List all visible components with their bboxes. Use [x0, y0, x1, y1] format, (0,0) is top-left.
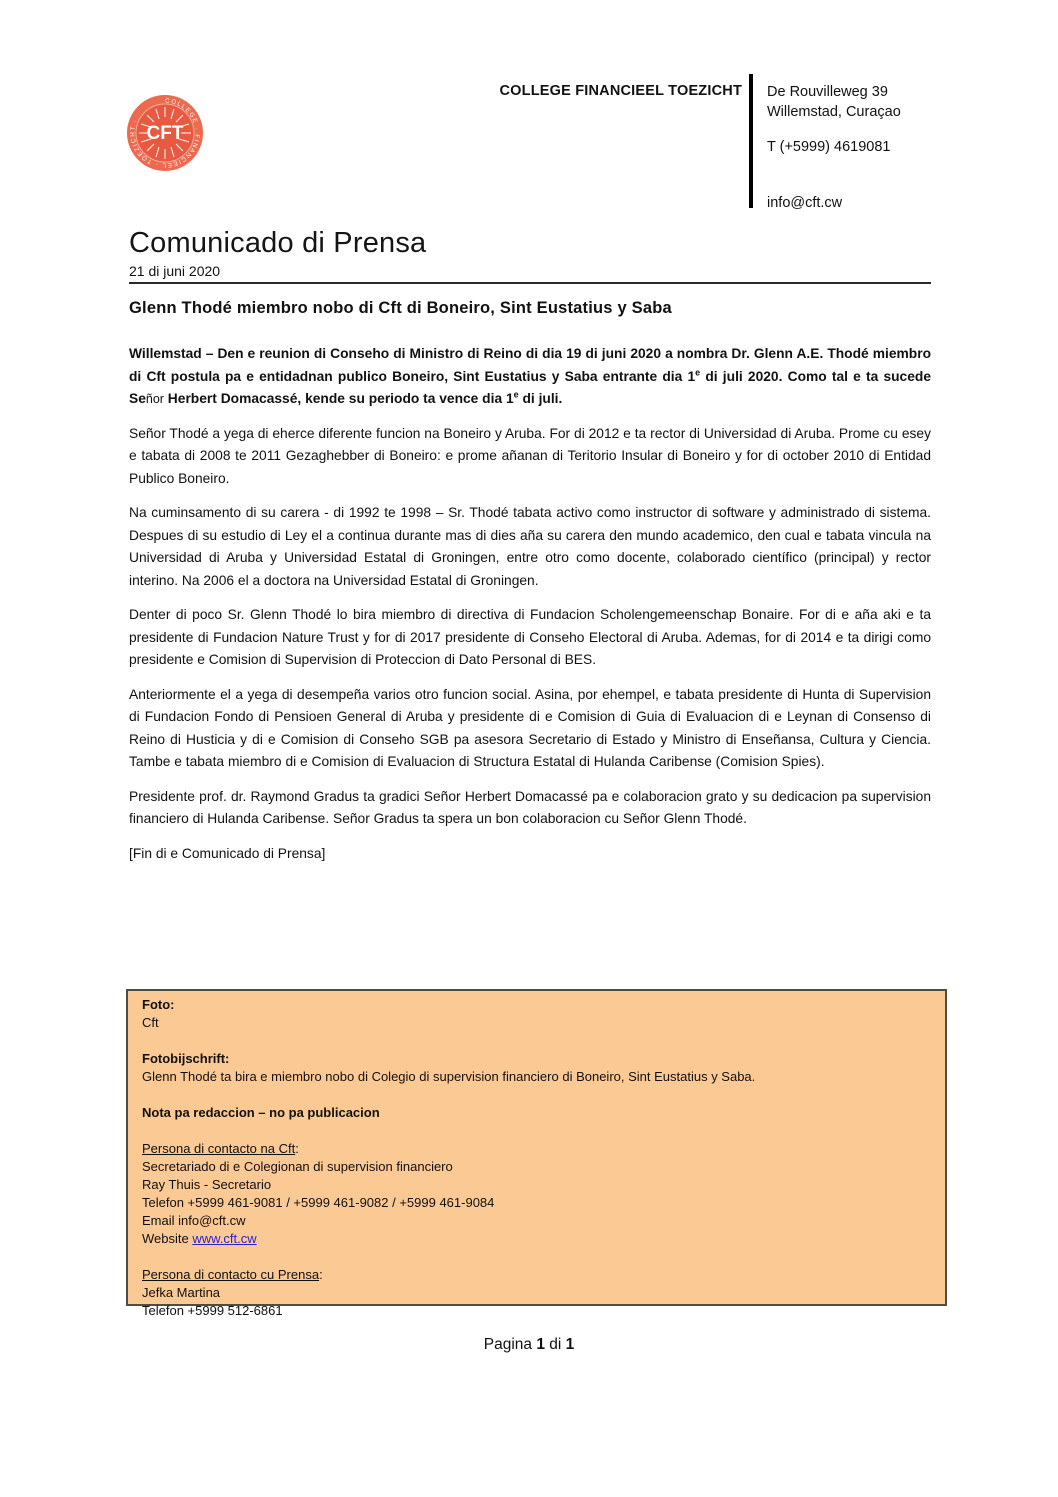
email-label: Email	[142, 1213, 179, 1228]
paragraph: Denter di poco Sr. Glenn Thodé lo bira miembro di directiva di Fundacion Scholengemeenschap Bonaire. For di e aña aki e ta presidente di Fundacion Nature Trust y for di 2017 presidente di Conseho Electoral di Aruba. Ademas, for di 2014 e ta dirigi como presidente e Comision di Supervision di Proteccion di Dato Personal di BES.	[129, 607, 931, 667]
spacer	[142, 1086, 931, 1104]
spacer	[142, 1032, 931, 1050]
header-contact-block	[767, 82, 901, 213]
contact-press-line: Jefka Martina	[142, 1285, 221, 1300]
email-line: info@cft.cw	[767, 195, 843, 211]
contact-cft-email-line	[142, 1212, 931, 1230]
footer-word-page: Pagina	[483, 1336, 537, 1353]
address-line1: De Rouvilleweg 39	[767, 84, 888, 100]
header-divider	[749, 74, 753, 208]
title-block	[129, 227, 931, 284]
closing-line: [Fin di e Comunicado di Prensa]	[129, 845, 326, 861]
contact-press-heading-text: Persona di contacto cu Prensa	[142, 1267, 320, 1282]
email-value: info@cft.cw	[178, 1213, 246, 1228]
contact-press-heading-colon: :	[319, 1267, 323, 1282]
editor-note-box	[126, 989, 947, 1318]
footer-total-pages: 1	[565, 1336, 575, 1353]
headline: Glenn Thodé miembro nobo di Cft di Boneiro, Sint Eustatius y Saba	[129, 299, 672, 317]
contact-press-line: Telefon +5999 512-6861	[142, 1303, 283, 1318]
org-name: COLLEGE FINANCIEEL TOEZICHT	[499, 83, 742, 99]
page-footer	[0, 1336, 1058, 1354]
lead-seg1: Willemstad – Den e reunion di Conseho di Ministro di Reino di dia 19 di juni 2020 a nombra Dr. Glenn A.E. Thodé miembro di Cft postula pa e entidadnan publico Boneiro, Sint Eustatius y Saba entrante dia 1	[129, 346, 931, 384]
lead-seg2: di juli 2020. Como tal e ta sucede Se	[129, 368, 931, 406]
page-title: Comunicado di Prensa	[129, 227, 427, 259]
website-link[interactable]: www.cft.cw	[192, 1231, 257, 1246]
caption-label: Fotobijschrift:	[142, 1051, 230, 1066]
contact-press-heading	[142, 1266, 931, 1284]
lead-seg3: ñor	[145, 392, 164, 406]
document-body	[129, 343, 931, 877]
paragraph: Anteriormente el a yega di desempeña varios otro funcion social. Asina, por ehempel, e tabata presidente di Hunta di Supervision di Fundacion Fondo di Pensioen General di Aruba y presidente di e Comision di Guia di Evaluacion di e Leynan di Consenso di Reino di Husticia y di e Comision di Conseho SGB pa asesora Secretario di Estado y Ministro di Enseñansa, Cultura y Ciencia. Tambe e tabata miembro di e Comision di Evaluacion di Structura Estatal di Hulanda Caribense (Comision Spies).	[129, 686, 931, 769]
contact-cft-heading-text: Persona di contacto na Cft	[142, 1141, 296, 1156]
contact-cft-heading-colon: :	[295, 1141, 299, 1156]
contact-cft-heading	[142, 1140, 931, 1158]
lead-superscript-1: e	[695, 366, 701, 377]
document-date: 21 di juni 2020	[129, 263, 221, 279]
logo-cft-text: CFT	[146, 123, 184, 144]
nota-heading: Nota pa redaccion – no pa publicacion	[142, 1105, 380, 1120]
lead-seg4: Herbert Domacassé, kende su periodo ta vence dia 1	[163, 391, 514, 406]
contact-cft-line: Secretariado di e Colegionan di supervision financiero	[142, 1159, 453, 1174]
footer-page-number: 1	[536, 1336, 545, 1353]
foto-value: Cft	[142, 1015, 159, 1030]
logo-ring-text: COLLEGE · FINANCIEEL · TOEZICHT ·	[129, 97, 201, 169]
address-line2: Willemstad, Curaçao	[767, 104, 901, 120]
lead-paragraph	[129, 343, 931, 411]
caption-value: Glenn Thodé ta bira e miembro nobo di Colegio di supervision financiero di Boneiro, Sint Eustatius y Saba.	[142, 1069, 756, 1084]
spacer	[142, 1122, 931, 1140]
paragraph: Na cuminsamento di su carera - di 1992 te 1998 – Sr. Thodé tabata activo como instructor di software y administrado di sistema. Despues di su estudio di Ley el a continua durante mas di dies aña su carera den mundo academico, den cual e tabata vincula na Universidad di Aruba y Universidad Estatal di Groningen, entre otro como docente, colaborado científico (principal) y rector interino. Na 2006 el a doctora na Universidad Estatal di Groningen.	[129, 505, 931, 588]
contact-cft-line: Telefon +5999 461-9081 / +5999 461-9082 / +5999 461-9084	[142, 1195, 495, 1210]
lead-seg5: di juli.	[518, 391, 563, 406]
paragraph: Presidente prof. dr. Raymond Gradus ta gradici Señor Herbert Domacassé pa e colaboracion grato y su dedicacion pa supervision financiero di Hulanda Caribense. Señor Gradus ta spera un bon colaboracion cu Señor Glenn Thodé.	[129, 788, 931, 826]
contact-cft-website-line	[142, 1230, 931, 1248]
lead-superscript-2: e	[513, 389, 519, 400]
cft-logo	[125, 93, 205, 173]
website-label: Website	[142, 1231, 193, 1246]
contact-cft-line: Ray Thuis - Secretario	[142, 1177, 272, 1192]
foto-label: Foto:	[142, 997, 175, 1012]
spacer	[142, 1248, 931, 1266]
title-rule	[129, 282, 931, 284]
footer-word-of: di	[544, 1336, 566, 1353]
paragraph: Señor Thodé a yega di eherce diferente funcion na Boneiro y Aruba. For di 2012 e ta rector di Universidad di Aruba. Prome cu esey e tabata di 2008 te 2011 Gezaghebber di Boneiro: e prome añanan di Teritorio Insular di Boneiro y for di october 2010 di Entidad Publico Boneiro.	[129, 425, 931, 486]
phone-line: T (+5999) 4619081	[767, 139, 891, 155]
